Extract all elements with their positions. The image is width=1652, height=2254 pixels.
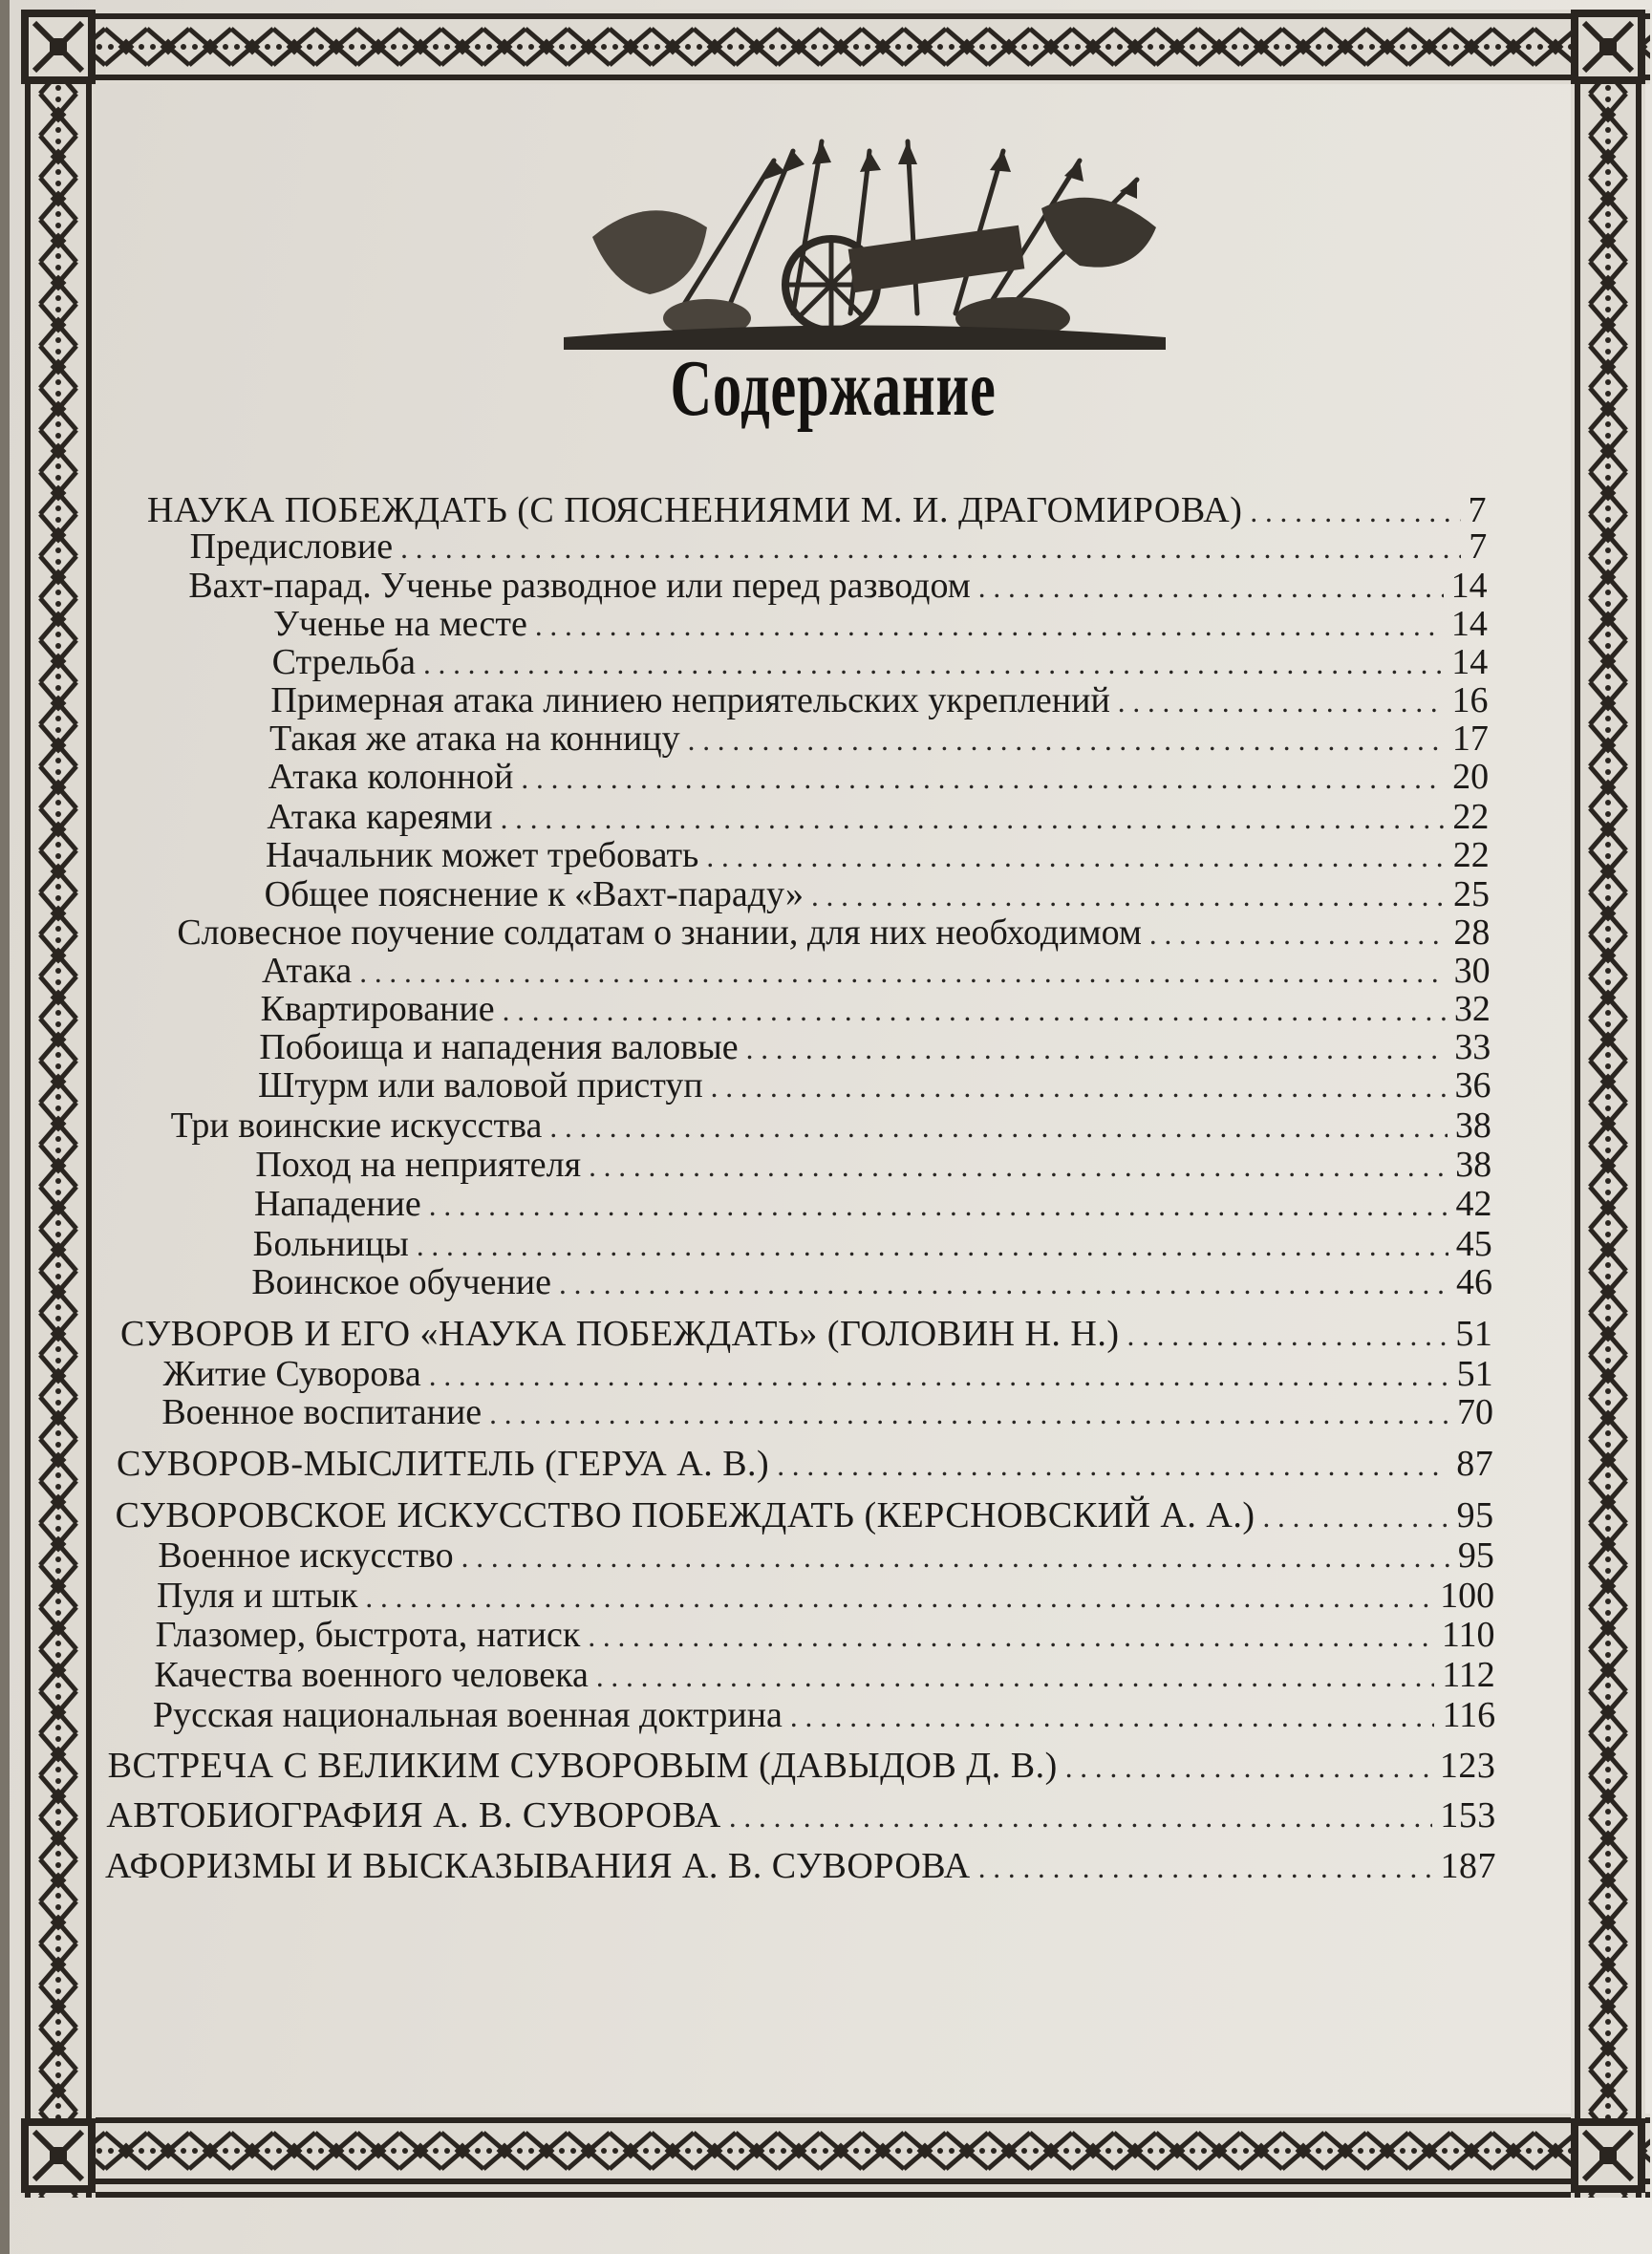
toc-subentry[interactable] (154, 1654, 1494, 1696)
toc-subentry[interactable] (261, 988, 1491, 1030)
toc-page-number: 20 (1452, 757, 1490, 797)
dot-leader (549, 1110, 1447, 1145)
toc-page-number: 17 (1451, 719, 1489, 759)
toc-entry-title: Воинское обучение (251, 1262, 551, 1302)
toc-page-number: 16 (1451, 680, 1489, 720)
toc-entry-title: Предисловие (189, 526, 394, 567)
toc-subentry[interactable] (265, 873, 1490, 915)
toc-section-entry[interactable] (117, 1443, 1493, 1485)
dot-leader (400, 531, 1461, 566)
toc-subentry[interactable] (272, 641, 1489, 683)
toc-entry-title: СУВОРОВСКОЕ ИСКУССТВО ПОБЕЖДАТЬ (КЕРСНОВСКИЙ А. А.) (115, 1495, 1255, 1535)
toc-entry-title: Военное воспитание (161, 1392, 483, 1432)
toc-subentry[interactable] (266, 834, 1490, 876)
toc-entry-title: Общее пояснение к «Вахт-параду» (264, 874, 804, 914)
book-page (10, 0, 1652, 2254)
toc-subentry[interactable] (161, 1391, 1493, 1433)
toc-entry-title: АФОРИЗМЫ И ВЫСКАЗЫВАНИЯ А. В. СУВОРОВА (105, 1846, 971, 1886)
toc-page-number: 30 (1453, 951, 1491, 991)
toc-section-entry[interactable] (120, 1313, 1492, 1355)
toc-subentry[interactable] (251, 1261, 1492, 1303)
dot-leader (1127, 1319, 1448, 1353)
toc-subentry[interactable] (259, 1026, 1491, 1068)
dot-leader (596, 1660, 1434, 1694)
toc-page-number: 28 (1453, 912, 1491, 953)
toc-section-entry[interactable] (108, 1745, 1496, 1787)
toc-page-number: 14 (1450, 566, 1488, 606)
toc-entry-title: Пуля и штык (157, 1576, 358, 1616)
toc-subentry[interactable] (177, 912, 1490, 954)
toc-subentry[interactable] (255, 1144, 1491, 1186)
toc-entry-title: Военное искусство (158, 1535, 454, 1576)
dot-leader (978, 570, 1444, 605)
dot-leader (711, 1070, 1448, 1105)
toc-subentry[interactable] (269, 718, 1489, 760)
dot-leader (1118, 685, 1445, 719)
toc-subentry[interactable] (262, 950, 1491, 992)
dot-leader (489, 1397, 1449, 1431)
toc-entry-title: Больницы (252, 1224, 409, 1264)
toc-page-number: 33 (1454, 1027, 1491, 1067)
toc-page-number: 22 (1452, 835, 1490, 875)
toc-page-number: 46 (1456, 1262, 1493, 1302)
dot-leader (1065, 1750, 1432, 1785)
toc-page-number: 112 (1442, 1655, 1495, 1695)
dot-leader (729, 1800, 1432, 1835)
toc-entry-title: Качества военного человека (154, 1655, 589, 1695)
dot-leader (589, 1149, 1448, 1184)
dot-leader (746, 1032, 1448, 1066)
dot-leader (501, 802, 1446, 836)
toc-entry-title: СУВОРОВ И ЕГО «НАУКА ПОБЕЖДАТЬ» (ГОЛОВИН Н. Н.) (120, 1314, 1120, 1354)
dot-leader (1250, 495, 1460, 529)
toc-page-number: 14 (1450, 604, 1488, 644)
toc-subentry[interactable] (267, 796, 1489, 838)
dot-leader (706, 840, 1445, 874)
toc-entry-title: Русская национальная военная доктрина (153, 1695, 783, 1735)
toc-entry-title: НАУКА ПОБЕЖДАТЬ (С ПОЯСНЕНИЯМИ М. И. ДРАГОМИРОВА) (147, 490, 1243, 530)
toc-entry-title: Начальник может требовать (266, 835, 699, 875)
toc-page-number: 153 (1440, 1795, 1496, 1835)
dot-leader (417, 1229, 1448, 1263)
ornamental-border-left (21, 10, 96, 2198)
toc-page-number: 51 (1455, 1314, 1493, 1354)
dot-leader (429, 1359, 1449, 1393)
ornamental-border-bottom (21, 2114, 1650, 2198)
dot-leader (1262, 1500, 1448, 1535)
dot-leader (429, 1189, 1448, 1223)
toc-page-number: 95 (1457, 1535, 1494, 1576)
toc-entry-title: Атака кареями (267, 797, 493, 837)
toc-page-number: 116 (1442, 1695, 1496, 1735)
dot-leader (503, 994, 1447, 1028)
toc-page-number: 87 (1456, 1444, 1494, 1484)
dot-leader (777, 1449, 1448, 1483)
toc-page-number: 7 (1469, 526, 1488, 567)
toc-page-number: 22 (1452, 797, 1490, 837)
toc-entry-title: Ученье на месте (273, 604, 527, 644)
toc-page-number: 100 (1440, 1576, 1495, 1616)
toc-subentry[interactable] (188, 565, 1487, 607)
toc-page-number: 45 (1455, 1224, 1492, 1264)
toc-page-number: 14 (1451, 642, 1489, 682)
dot-leader (423, 647, 1444, 681)
dot-leader (521, 762, 1445, 796)
dot-leader (811, 879, 1446, 913)
toc-entry-title: Такая же атака на конницу (269, 719, 680, 759)
toc-subentry[interactable] (171, 1105, 1491, 1147)
toc-subentry[interactable] (270, 679, 1488, 721)
toc-subentry[interactable] (163, 1353, 1493, 1395)
toc-page-number: 187 (1440, 1846, 1496, 1886)
toc-entry-title: АВТОБИОГРАФИЯ А. В. СУВОРОВА (106, 1795, 721, 1835)
toc-page-number: 38 (1455, 1145, 1492, 1185)
toc-entry-title: Примерная атака линиею неприятельских укреплений (270, 680, 1110, 720)
dot-leader (688, 723, 1445, 758)
dot-leader (461, 1540, 1450, 1575)
toc-entry-title: Побоища и нападения валовые (259, 1027, 739, 1067)
ornamental-border-right (1571, 10, 1645, 2198)
toc-entry-title: Глазомер, быстрота, натиск (155, 1615, 581, 1655)
dot-leader (978, 1851, 1433, 1885)
toc-subentry[interactable] (156, 1614, 1495, 1656)
page-title: Содержание (670, 344, 997, 433)
toc-page-number: 36 (1454, 1065, 1491, 1106)
toc-entry-title: ВСТРЕЧА С ВЕЛИКИМ СУВОРОВЫМ (ДАВЫДОВ Д. В.) (107, 1746, 1058, 1786)
toc-page-number: 42 (1455, 1184, 1492, 1224)
toc-subentry[interactable] (268, 756, 1489, 798)
corner-ornament-icon (1571, 10, 1645, 84)
dot-leader (559, 1267, 1448, 1301)
dot-leader (790, 1700, 1435, 1734)
dot-leader (588, 1620, 1434, 1654)
toc-page-number: 110 (1441, 1615, 1495, 1655)
toc-section-entry[interactable] (105, 1845, 1496, 1887)
toc-entry-title: Атака колонной (268, 757, 514, 797)
toc-page-number: 25 (1453, 874, 1491, 914)
toc-entry-title: Три воинские искусства (170, 1106, 543, 1146)
table-of-contents (96, 84, 1571, 2114)
toc-entry-title: Атака (262, 951, 353, 991)
toc-subentry[interactable] (254, 1183, 1491, 1225)
toc-section-entry[interactable] (116, 1494, 1494, 1536)
toc-page-number: 70 (1456, 1392, 1493, 1432)
toc-subentry[interactable] (190, 526, 1488, 568)
toc-page-number: 123 (1439, 1746, 1496, 1786)
toc-entry-title: Словесное поучение солдатам о знании, для них необходимом (177, 912, 1142, 953)
toc-page-number: 38 (1454, 1106, 1491, 1146)
corner-ornament-icon (1571, 2118, 1645, 2193)
toc-page-number: 95 (1456, 1495, 1494, 1535)
toc-entry-title: Штурм или валовой приступ (258, 1065, 703, 1106)
toc-entry-title: Квартирование (260, 989, 495, 1029)
toc-section-entry[interactable] (106, 1794, 1495, 1836)
corner-ornament-icon (21, 10, 96, 84)
toc-subentry[interactable] (153, 1694, 1495, 1736)
toc-entry-title: Нападение (254, 1184, 421, 1224)
toc-subentry[interactable] (273, 603, 1488, 645)
toc-entry-title: Стрельба (271, 642, 416, 682)
toc-subentry[interactable] (157, 1575, 1494, 1617)
toc-page-number: 7 (1468, 490, 1487, 530)
toc-entry-title: Житие Суворова (162, 1354, 421, 1394)
corner-ornament-icon (21, 2118, 96, 2193)
toc-subentry[interactable] (258, 1064, 1491, 1106)
toc-subentry[interactable] (253, 1223, 1492, 1265)
toc-page-number: 32 (1453, 989, 1491, 1029)
content-area (96, 84, 1571, 2114)
toc-entry-title: СУВОРОВ-МЫСЛИТЕЛЬ (ГЕРУА А. В.) (117, 1444, 770, 1484)
toc-entry-title: Вахт-парад. Ученье разводное или перед разводом (188, 566, 971, 606)
toc-page-number: 51 (1456, 1354, 1493, 1394)
dot-leader (359, 955, 1446, 990)
dot-leader (1149, 917, 1446, 952)
toc-entry-title: Поход на неприятеля (255, 1145, 582, 1185)
dot-leader (535, 609, 1444, 643)
toc-subentry[interactable] (158, 1535, 1494, 1577)
ornamental-border-top (21, 10, 1650, 84)
dot-leader (365, 1580, 1432, 1615)
